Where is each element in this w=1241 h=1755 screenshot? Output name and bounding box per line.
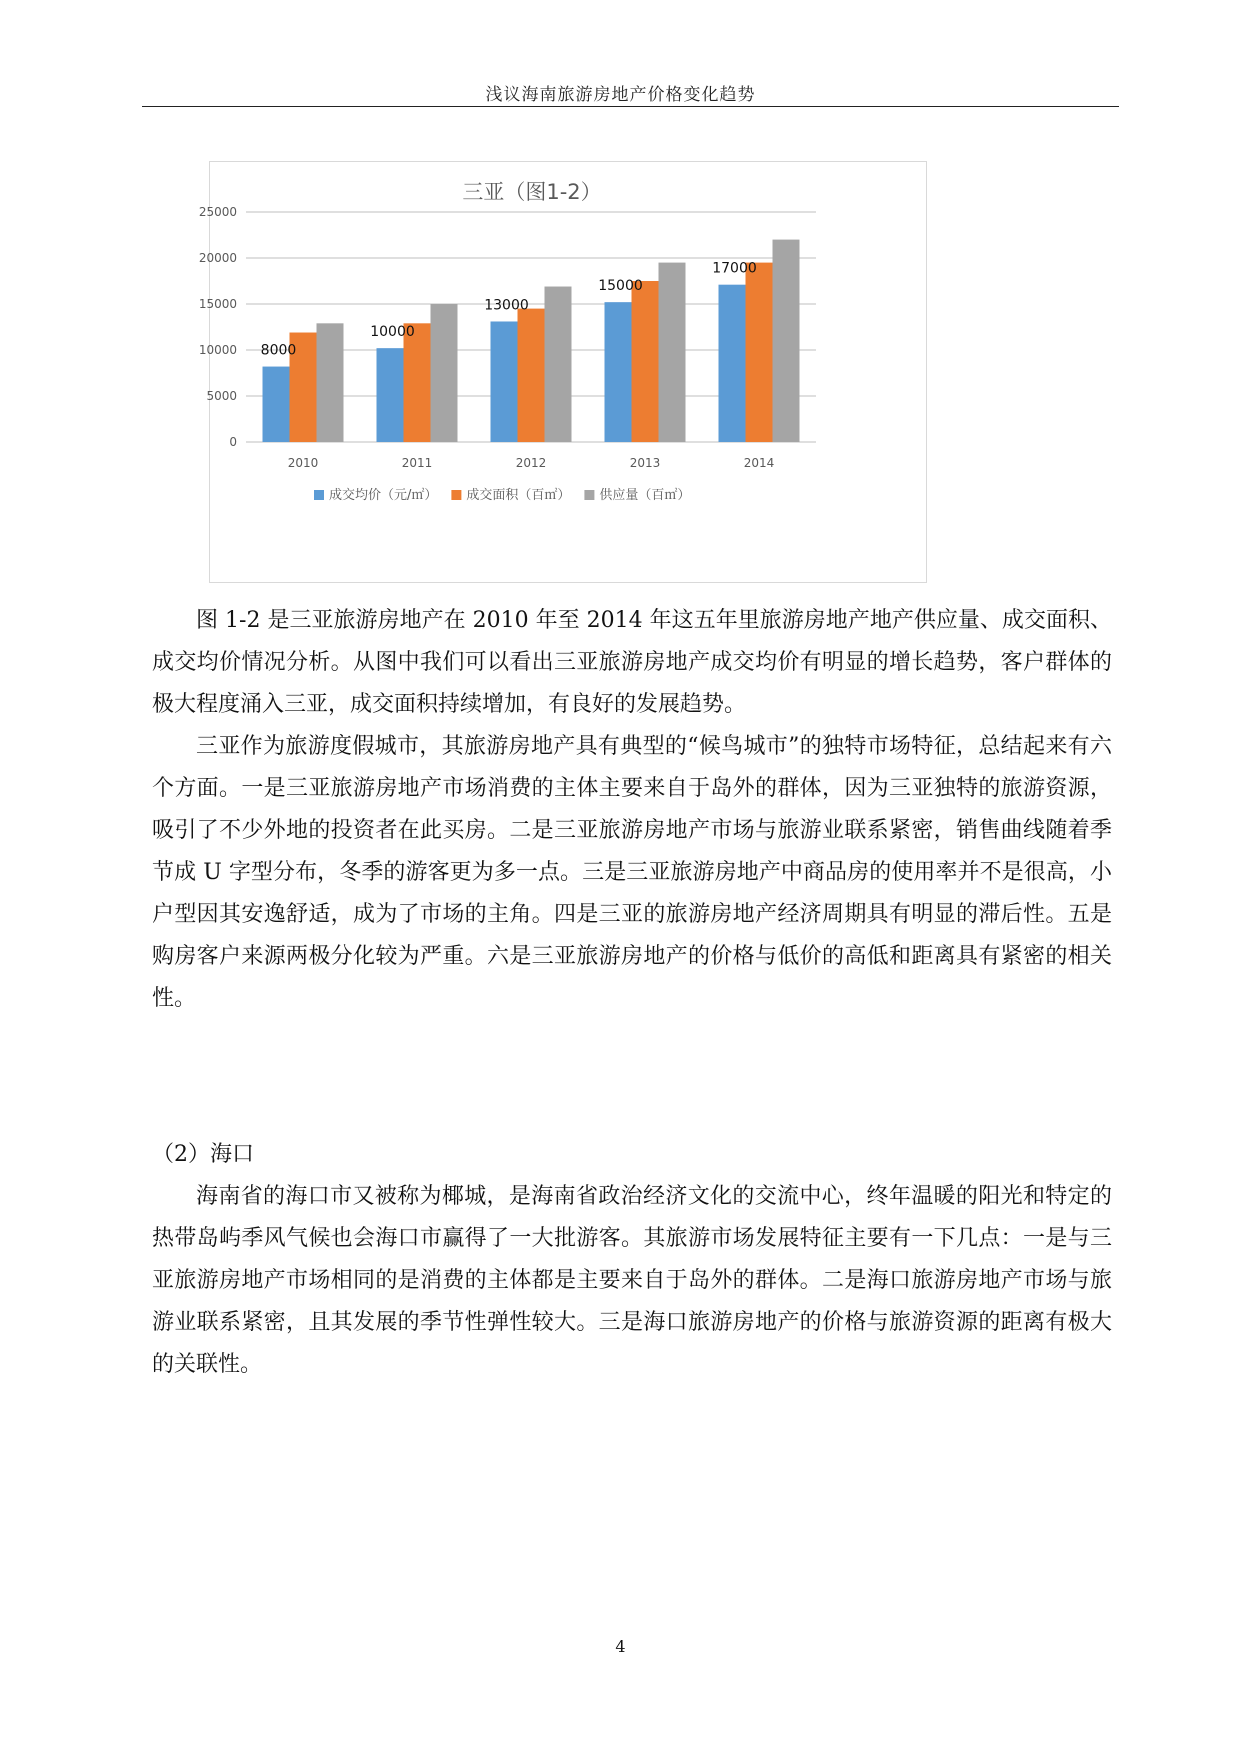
- y-tick-label: 20000: [198, 251, 237, 265]
- x-tick-label: 2014: [743, 456, 775, 470]
- y-tick-label: 5000: [206, 389, 237, 403]
- page-number: 4: [615, 1637, 626, 1656]
- data-label: 8000: [260, 342, 297, 359]
- data-label: 10000: [370, 324, 415, 341]
- section-heading: （2）海口: [152, 1142, 254, 1167]
- bar-3: [773, 240, 800, 442]
- chart-title: 三亚（图1-2）: [462, 180, 602, 204]
- bar-3: [659, 263, 686, 442]
- x-tick-label: 2012: [515, 456, 547, 470]
- x-tick-label: 2011: [401, 456, 433, 470]
- legend-swatch-1: [314, 490, 324, 500]
- data-label: 15000: [598, 278, 643, 295]
- legend-label-2: 成交面积（百㎡）: [466, 488, 571, 503]
- data-label: 17000: [712, 260, 757, 277]
- bar-2: [404, 323, 431, 442]
- bar-1: [719, 285, 746, 442]
- bar-3: [545, 287, 572, 442]
- legend-swatch-2: [451, 490, 461, 500]
- legend-label-3: 供应量（百㎡）: [599, 488, 691, 503]
- y-tick-label: 10000: [198, 343, 237, 357]
- bar-2: [746, 263, 773, 442]
- y-tick-label: 25000: [198, 205, 237, 219]
- x-tick-label: 2013: [629, 456, 661, 470]
- body-text-block-1: [152, 600, 1112, 1020]
- paragraph-3: 海南省的海口市又被称为椰城，是海南省政治经济文化的交流中心，终年温暖的阳光和特定的热带岛屿季风气候也会海口市赢得了一大批游客。其旅游市场发展特征主要有一下几点：一是与三亚旅游房地产市场相同的是消费的主体都是主要来自于岛外的群体。二是海口旅游房地产市场与旅游业联系紧密，且其发展的季节性弹性较大。三是海口旅游房地产的价格与旅游资源的距离有极大的关联性。: [152, 1184, 1112, 1377]
- legend-swatch-3: [584, 490, 594, 500]
- bar-chart: [198, 161, 927, 583]
- x-tick-label: 2010: [287, 456, 319, 470]
- bar-1: [263, 367, 290, 442]
- bar-1: [605, 302, 632, 442]
- bar-2: [632, 281, 659, 442]
- bar-3: [317, 323, 344, 442]
- chart-svg: [198, 162, 926, 582]
- data-label: 13000: [484, 297, 529, 314]
- paragraph-1: 图 1-2 是三亚旅游房地产在 2010 年至 2014 年这五年里旅游房地产地产供应量、成交面积、成交均价情况分析。从图中我们可以看出三亚旅游房地产成交均价有明显的增长趋势，客户群体的极大程度涌入三亚，成交面积持续增加，有良好的发展趋势。: [152, 608, 1112, 717]
- bar-1: [377, 348, 404, 442]
- bar-2: [518, 309, 545, 442]
- running-header-title: 浅议海南旅游房地产价格变化趋势: [485, 85, 756, 105]
- legend-label-1: 成交均价（元/㎡）: [329, 488, 438, 503]
- paragraph-2: 三亚作为旅游度假城市，其旅游房地产具有典型的“候鸟城市”的独特市场特征，总结起来有六个方面。一是三亚旅游房地产市场消费的主体主要来自于岛外的群体，因为三亚独特的旅游资源，吸引了不少外地的投资者在此买房。二是三亚旅游房地产市场与旅游业联系紧密，销售曲线随着季节成 U 字型分布，冬季的游客更为多一点。三是三亚旅游房地产中商品房的使用率并不是很高，小户型因其安逸舒适，成为了市场的主角。四是三亚的旅游房地产经济周期具有明显的滞后性。五是购房客户来源两极分化较为严重。六是三亚旅游房地产的价格与低价的高低和距离具有紧密的相关性。: [152, 734, 1112, 1011]
- y-tick-label: 15000: [198, 297, 237, 311]
- bar-3: [431, 304, 458, 442]
- bar-1: [491, 321, 518, 442]
- y-tick-label: 0: [229, 435, 237, 449]
- header-rule: [142, 106, 1119, 107]
- body-text-block-2: [152, 1176, 1112, 1386]
